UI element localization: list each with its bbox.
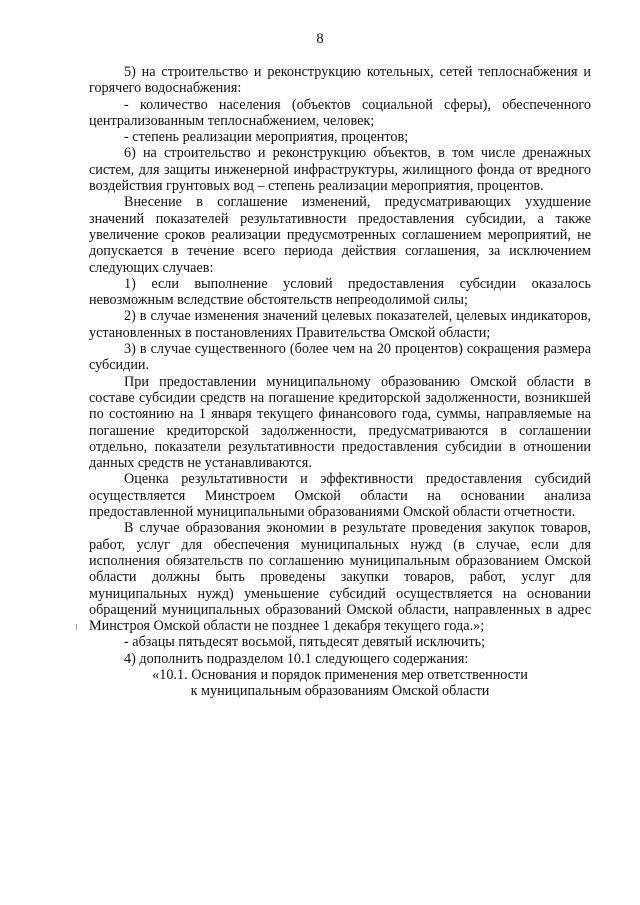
section-heading-line: к муниципальным образованиям Омской области xyxy=(190,683,490,700)
page-number: 8 xyxy=(316,31,324,47)
document-body xyxy=(89,64,591,700)
section-heading xyxy=(89,667,591,700)
section-heading-line: «10.1. Основания и порядок применения мер ответственности xyxy=(152,666,528,683)
paragraph: 4) дополнить подразделом 10.1 следующего содержания: xyxy=(124,650,469,667)
paragraph: 5) на строительство и реконструкцию котельных, сетей теплоснабжения и горячего водоснабжения: xyxy=(89,64,591,97)
paragraph: 2) в случае изменения значений целевых показателей, целевых индикаторов, установленных в постановлениях Правительства Омской области; xyxy=(89,308,591,341)
paragraph: Внесение в соглашение изменений, предусматривающих ухудшение значений показателей результативности предоставления субсидии, а также увеличение сроков реализации предусмотренных соглашением мероприятий, не допускается в течение всего периода действия соглашения, за исключением следующих случаев: xyxy=(89,194,591,276)
paragraph: Оценка результативности и эффективности предоставления субсидий осуществляется Минстроем Омской области на основании анализа предоставленной муниципальными образованиями Омской области отчетности. xyxy=(89,471,591,521)
paragraph: - абзацы пятьдесят восьмой, пятьдесят девятый исключить; xyxy=(124,634,486,651)
paragraph: При предоставлении муниципальному образованию Омской области в составе субсидии средств на погашение кредиторской задолженности, возникшей по состоянию на 1 января текущего финансового года, суммы, направляемые на погашение кредиторской задолженности, предусматриваются в соглашении отдельно, показатели результативности предоставления субсидии в отношении данных средств не устанавливаются. xyxy=(89,373,591,472)
margin-mark xyxy=(76,624,77,630)
paragraph: 3) в случае существенного (более чем на 20 процентов) сокращения размера субсидии. xyxy=(89,341,591,374)
paragraph: - степень реализации мероприятия, процентов; xyxy=(124,129,409,146)
paragraph: В случае образования экономии в результате проведения закупок товаров, работ, услуг для обеспечения муниципальных нужд (в случае, если для исполнения обязательств по соглашению муниципальным образованием Омской области должны быть проведены закупки товаров, работ, услуг для муниципальных нужд) уменьшение субсидий осуществляется на основании обращений муниципальных образований Омской области, направленных в адрес Минстроя Омской области не позднее 1 декабря текущего года.»; xyxy=(89,520,591,635)
paragraph: - количество населения (объектов социальной сферы), обеспеченного централизованным теплоснабжением, человек; xyxy=(89,96,591,129)
paragraph: 6) на строительство и реконструкцию объектов, в том числе дренажных систем, для защиты инженерной инфраструктуры, жилищного фонда от вредного воздействия грунтовых вод – степень реализации мероприятия, процентов. xyxy=(89,145,591,195)
paragraph: 1) если выполнение условий предоставления субсидии оказалось невозможным вследствие обстоятельств непреодолимой силы; xyxy=(89,275,591,309)
